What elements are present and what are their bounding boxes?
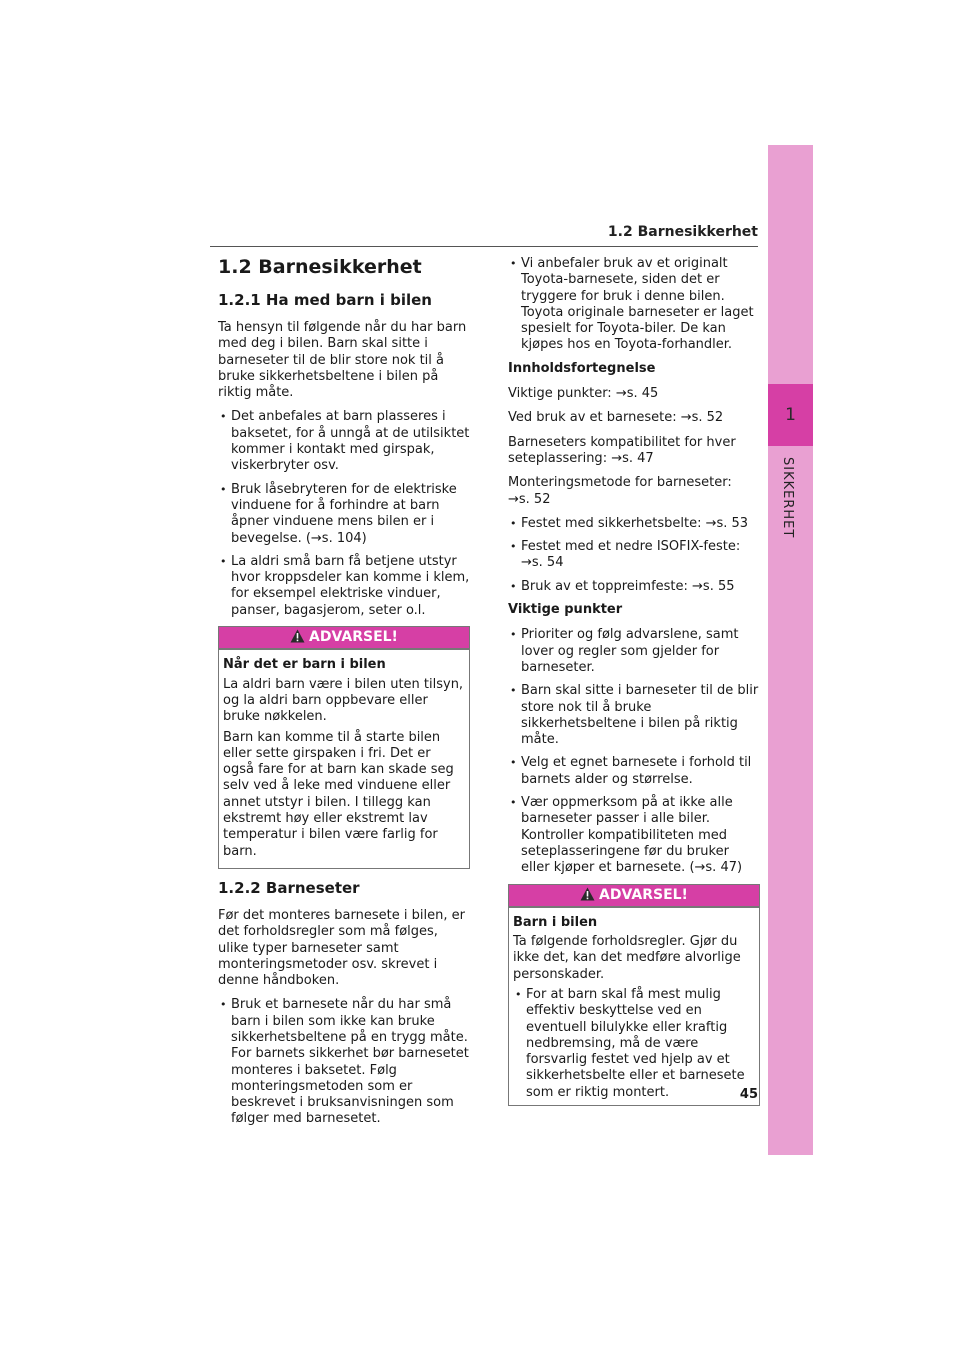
- warning-label: ADVARSEL!: [599, 886, 688, 903]
- list-item: • For at barn skal få mest mulig effektiv beskyttelse ved en eventuell bilulykke eller kraftig nedbremsing, må de være forsvarlig festet ved hjelp av et sikkerhetsbelte eller et barnesete som er riktig montert.: [513, 987, 755, 1101]
- contents-line[interactable]: Barneseters kompatibilitet for hver seteplassering: →s. 47: [508, 434, 736, 466]
- warning-paragraph: Barn kan komme til å starte bilen eller sette girspaken i fri. Det er også fare for at barn kan skade seg selv ved å leke med vinduene eller annet utstyr i bilen. I tillegg kan ekstremt høy eller ekstremt lav temperatur i bilen være farlig for barn.: [223, 729, 454, 859]
- bullet-list: [218, 997, 470, 1127]
- running-header: 1.2 Barnesikkerhet: [210, 224, 758, 247]
- list-item[interactable]: • Festet med et nedre ISOFIX-feste: →s. 54: [508, 539, 760, 572]
- chapter-label: SIKKERHET: [780, 457, 795, 539]
- warning-box: [508, 884, 760, 1107]
- bullet-list: [218, 409, 470, 619]
- important-title: Viktige punkter: [508, 602, 623, 618]
- list-item: • La aldri små barn få betjene utstyr hvor kroppsdeler kan komme i klem, for eksempel elektriske vinduer, panser, bagasjerom, seter o.l.: [218, 554, 470, 619]
- contents-title: Innholdsfortegnelse: [508, 360, 656, 376]
- warning-subtitle: Når det er barn i bilen: [223, 657, 386, 673]
- section-title: 1.2 Barnesikkerhet: [218, 256, 422, 278]
- list-item: • Velg et egnet barnesete i forhold til barnets alder og størrelse.: [508, 755, 760, 788]
- list-item: • Barn skal sitte i barneseter til de blir store nok til å bruke sikkerhetsbeltene i bilen på riktig måte.: [508, 683, 760, 748]
- intro-paragraph: Ta hensyn til følgende når du har barn med deg i bilen. Barn skal sitte i barneseter til de blir store nok til å bruke sikkerhetsbeltene i bilen på riktig måte.: [218, 320, 467, 401]
- bullet-list: [513, 987, 755, 1101]
- list-item: • Vi anbefaler bruk av et originalt Toyota-barnesete, siden det er tryggere for bruk i denne bilen. Toyota originale barneseter er laget spesielt for Toyota-biler. De kan kjøpes hos en Toyota-forhandler.: [508, 256, 760, 354]
- warning-body: [509, 908, 759, 1105]
- warning-subtitle: Barn i bilen: [513, 914, 598, 930]
- warning-paragraph: La aldri barn være i bilen uten tilsyn, og la aldri barn oppbevare eller bruke nøkkelen.: [223, 676, 464, 725]
- list-item: • Bruk låsebryteren for de elektriske vinduene for å forhindre at barn åpner vinduene mens bilen er i bevegelse. (→s. 104): [218, 482, 470, 547]
- subsection-title-2: 1.2.2 Barneseter: [218, 878, 360, 897]
- right-column: [508, 256, 760, 1116]
- warning-icon: [580, 887, 595, 901]
- contents-page-ref[interactable]: →s. 52: [508, 491, 551, 507]
- list-item[interactable]: • Festet med sikkerhetsbelte: →s. 53: [508, 516, 760, 532]
- list-item: • Vær oppmerksom på at ikke alle barneseter passer i alle biler. Kontroller kompatibiliteten med seteplasseringene før du bruker eller kjøper et barnesete. (→s. 47): [508, 795, 760, 876]
- list-item: • Bruk et barnesete når du har små barn i bilen som ikke kan bruke sikkerhetsbeltene på en trygg måte. For barnets sikkerhet bør barnesetet monteres i baksetet. Følg monteringsmetoden som er beskrevet i bruksanvisningen som følger med barnesetet.: [218, 997, 470, 1127]
- bullet-list: [508, 256, 760, 354]
- warning-header: [509, 885, 759, 908]
- warning-header: [219, 627, 469, 650]
- contents-line[interactable]: [508, 475, 760, 508]
- page-number: 45: [739, 1087, 758, 1102]
- intro-paragraph: Før det monteres barnesete i bilen, er det forholdsregler som må følges, ulike typer barneseter samt monteringsmetoder osv. skrevet i denne håndboken.: [218, 907, 465, 989]
- left-column: [218, 255, 470, 1135]
- subsection-title-1: 1.2.1 Ha med barn i bilen: [218, 291, 432, 309]
- warning-paragraph: Ta følgende forholdsregler. Gjør du ikke det, kan det medføre alvorlige personskader.: [513, 934, 741, 982]
- contents-line-text: Monteringsmetode for barneseter:: [508, 475, 732, 491]
- list-item[interactable]: • Bruk av et toppreimfeste: →s. 55: [508, 579, 760, 595]
- bullet-list: [508, 516, 760, 595]
- list-item: • Det anbefales at barn plasseres i baksetet, for å unngå at de utilsiktet kommer i kontakt med girspak, viskerbryter osv.: [218, 409, 470, 474]
- warning-box: [218, 626, 470, 869]
- chapter-number: 1: [768, 384, 813, 446]
- warning-icon: [290, 629, 305, 643]
- chapter-side-tab[interactable]: [768, 145, 813, 1155]
- contents-line[interactable]: Ved bruk av et barnesete: →s. 52: [508, 410, 724, 426]
- bullet-list: [508, 627, 760, 876]
- list-item: • Prioriter og følg advarslene, samt lover og regler som gjelder for barneseter.: [508, 627, 760, 676]
- contents-line[interactable]: Viktige punkter: →s. 45: [508, 386, 659, 402]
- warning-body: [219, 650, 469, 868]
- warning-label: ADVARSEL!: [309, 629, 398, 646]
